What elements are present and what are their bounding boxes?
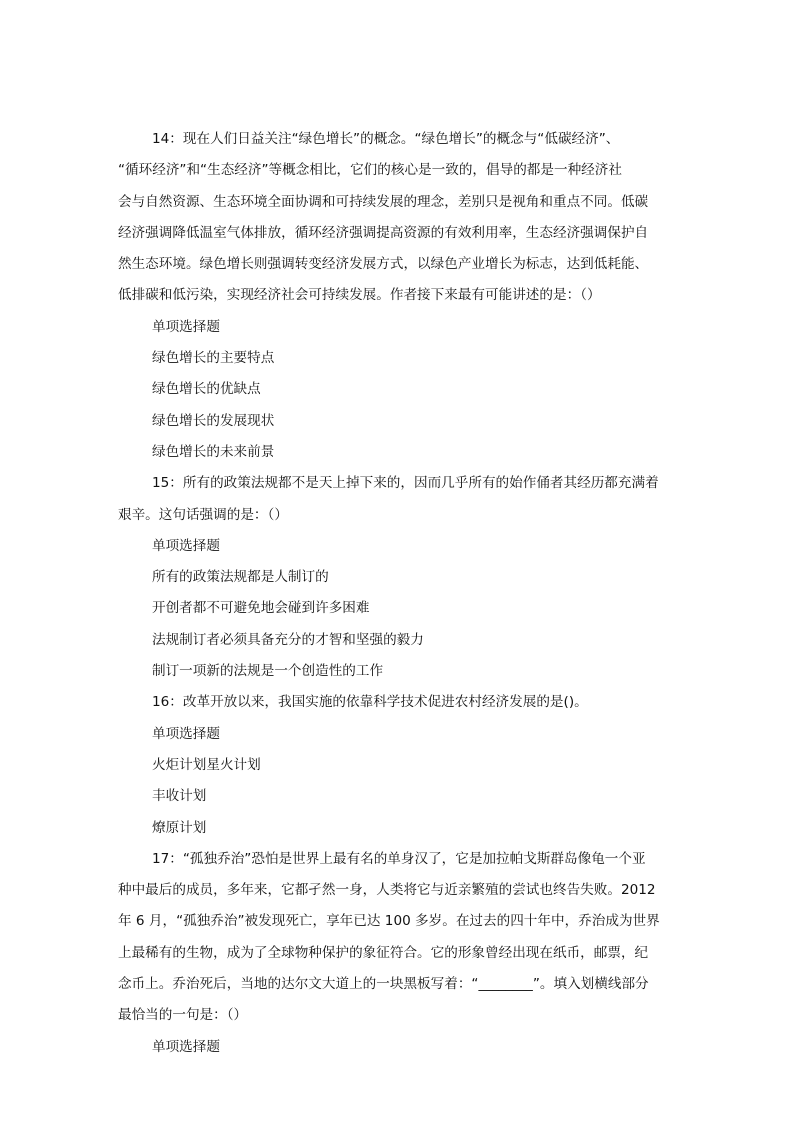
answer-option: 所有的政策法规都是人制订的 [152, 569, 329, 586]
answer-option: 制订一项新的法规是一个创造性的工作 [152, 663, 384, 680]
answer-option: 开创者都不可避免地会碰到许多困难 [152, 600, 370, 617]
document-body [118, 124, 678, 1063]
question-text-line: 17：“孤独乔治”恐怕是世界上最有名的单身汉了，它是加拉帕戈斯群岛像龟一个亚 [152, 850, 646, 867]
question-type: 单项选择题 [152, 318, 220, 335]
question-15 [118, 468, 678, 687]
question-text-line: 最恰当的一句是：（） [118, 1007, 248, 1024]
question-16 [118, 687, 678, 843]
question-14 [118, 124, 678, 468]
question-type: 单项选择题 [152, 725, 220, 742]
answer-option: 绿色增长的主要特点 [152, 350, 275, 367]
question-text-line: 上最稀有的生物，成为了全球物种保护的象征符合。它的形象曾经出现在纸币，邮票，纪 [118, 944, 649, 961]
answer-option: 绿色增长的未来前景 [152, 443, 275, 460]
question-type: 单项选择题 [152, 1038, 220, 1055]
answer-option: 火炬计划星火计划 [152, 756, 261, 773]
question-text-line: 年 6 月，“孤独乔治”被发现死亡，享年已达 100 多岁。在过去的四十年中，乔治成为世界 [118, 913, 660, 930]
question-text-line: 低排碳和低污染，实现经济社会可持续发展。作者接下来最有可能讲述的是：（） [118, 287, 601, 304]
question-type: 单项选择题 [152, 537, 220, 554]
question-text-line: 会与自然资源、生态环境全面协调和可持续发展的理念，差别只是视角和重点不同。低碳 [118, 193, 649, 210]
answer-option: 法规制订者必须具备充分的才智和坚强的毅力 [152, 631, 424, 648]
question-text-line: “循环经济”和“生态经济”等概念相比，它们的核心是一致的，倡导的都是一种经济社 [118, 162, 622, 179]
answer-option: 绿色增长的优缺点 [152, 381, 261, 398]
answer-option: 丰收计划 [152, 788, 207, 805]
question-text-line: 经济强调降低温室气体排放，循环经济强调提高资源的有效利用率，生态经济强调保护自 [118, 224, 649, 241]
question-text-line: 15：所有的政策法规都不是天上掉下来的，因而几乎所有的始作俑者其经历都充满着 [152, 475, 659, 492]
question-text-line: 种中最后的成员，多年来，它都孑然一身，人类将它与近亲繁殖的尝试也终告失败。2012 [118, 882, 656, 899]
answer-option: 燎原计划 [152, 819, 207, 836]
question-text-line: 念币上。乔治死后，当地的达尔文大道上的一块黑板写着：“________”。填入划横线部分 [118, 976, 649, 993]
question-text-line: 14：现在人们日益关注“绿色增长”的概念。“绿色增长”的概念与“低碳经济”、 [152, 131, 620, 147]
answer-option: 绿色增长的发展现状 [152, 412, 275, 429]
question-17 [118, 844, 678, 1063]
question-text-line: 艰辛。这句话强调的是：（） [118, 506, 288, 523]
question-text-line: 然生态环境。绿色增长则强调转变经济发展方式，以绿色产业增长为标志，达到低耗能、 [118, 256, 649, 273]
question-text-line: 16：改革开放以来，我国实施的依靠科学技术促进农村经济发展的是()。 [152, 694, 588, 711]
